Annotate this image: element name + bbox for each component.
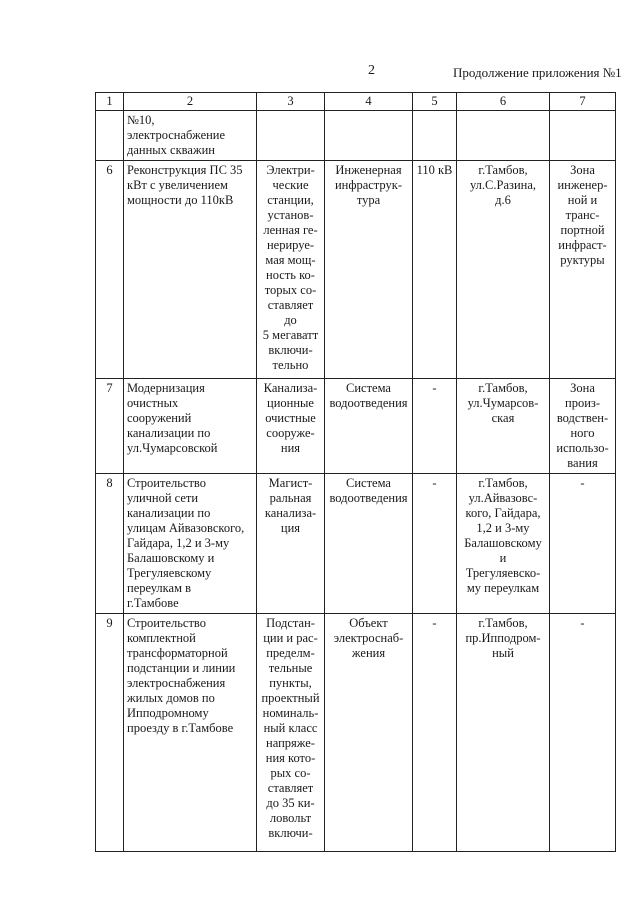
cell-text-line: ставляет (267, 298, 314, 312)
cell-text-line: пункты, (269, 676, 312, 690)
object-location-cell (457, 111, 550, 161)
object-name-cell (124, 161, 257, 379)
object-type-cell (257, 111, 325, 161)
cell-text-line: мая мощ- (265, 253, 316, 267)
column-number: 5 (413, 93, 457, 111)
object-purpose-cell (325, 474, 413, 614)
cell-text-line: 8 (106, 476, 113, 490)
header-row (96, 93, 616, 111)
cell-text-line: инфраструк- (334, 178, 402, 192)
cell-text-line: до 35 ки- (266, 796, 315, 810)
cell-text-line: - (432, 616, 437, 630)
cell-text-line: Балашовскому и (127, 551, 215, 565)
row-number-cell (96, 161, 124, 379)
object-characteristics-cell (413, 614, 457, 852)
cell-text-line: ул.Айвазовс- (468, 491, 538, 505)
cell-text-line: переулкам в (127, 581, 192, 595)
cell-text-line: - (432, 476, 437, 490)
cell-text-line: г.Тамбов, (478, 163, 528, 177)
cell-text-line: до (284, 313, 297, 327)
cell-text-line: пределм- (266, 646, 315, 660)
cell-text-line: Трегуляевско- (465, 566, 541, 580)
cell-text-line: - (580, 616, 585, 630)
cell-text-line: напряже- (266, 736, 315, 750)
cell-text-line: нерируе- (266, 238, 315, 252)
cell-text-line: руктуры (560, 253, 605, 267)
object-location-cell (457, 614, 550, 852)
cell-text-line: водоотведения (329, 396, 408, 410)
cell-text-line: рых со- (270, 766, 311, 780)
cell-text-line: ный класс (263, 721, 318, 735)
cell-text-line: пр.Ипподром- (465, 631, 541, 645)
object-type-cell (257, 379, 325, 474)
cell-text-line: Электри- (266, 163, 315, 177)
table-row (96, 474, 616, 614)
object-characteristics-cell (413, 161, 457, 379)
column-number: 4 (325, 93, 413, 111)
cell-text-line: ральная (269, 491, 312, 505)
page-number: 2 (368, 63, 375, 78)
cell-text-line: подстанции и линии (127, 661, 236, 675)
object-name-cell (124, 474, 257, 614)
cell-text-line: водоотведения (329, 491, 408, 505)
object-type-cell (257, 614, 325, 852)
cell-text-line: ность ко- (266, 268, 315, 282)
cell-text-line: Подстан- (266, 616, 315, 630)
cell-text-line: водствен- (556, 411, 609, 425)
cell-text-line: сооруже- (266, 426, 315, 440)
row-number-cell (96, 379, 124, 474)
cell-text-line: и (499, 551, 507, 565)
object-location-cell (457, 379, 550, 474)
table-row (96, 614, 616, 852)
zone-type-cell (550, 161, 616, 379)
object-characteristics-cell (413, 474, 457, 614)
cell-text-line: инфраст- (558, 238, 607, 252)
cell-text-line: 110 кВ (416, 163, 453, 177)
cell-text-line: торых со- (264, 283, 317, 297)
cell-text-line: уличной сети (127, 491, 199, 505)
table-row (96, 161, 616, 379)
cell-text-line: - (580, 476, 585, 490)
cell-text-line: данных скважин (127, 143, 215, 157)
cell-text-line: номиналь- (262, 706, 319, 720)
table-row (96, 379, 616, 474)
cell-text-line: Система (346, 476, 391, 490)
cell-text-line: электроснаб- (333, 631, 404, 645)
cell-text-line: ния (280, 441, 301, 455)
cell-text-line: ния кото- (265, 751, 316, 765)
column-number: 1 (96, 93, 124, 111)
object-name-cell (124, 379, 257, 474)
object-location-cell (457, 161, 550, 379)
cell-text-line: - (432, 381, 437, 395)
cell-text-line: тельные (268, 661, 313, 675)
object-name-cell (124, 614, 257, 852)
cell-text-line: включи- (268, 343, 313, 357)
column-number: 7 (550, 93, 616, 111)
column-number: 6 (457, 93, 550, 111)
cell-text-line: ул.Чумарсовской (127, 441, 218, 455)
cell-text-line: д.6 (495, 193, 511, 207)
column-number: 2 (124, 93, 257, 111)
cell-text-line: Трегуляевскому (127, 566, 212, 580)
cell-text-line: Инженерная (335, 163, 402, 177)
cell-text-line: тура (356, 193, 381, 207)
object-type-cell (257, 161, 325, 379)
cell-text-line: трансформаторной (127, 646, 228, 660)
cell-text-line: электроснабжение (127, 128, 226, 142)
cell-text-line: ции и рас- (263, 631, 318, 645)
cell-text-line: ставляет (267, 781, 314, 795)
object-characteristics-cell (413, 379, 457, 474)
cell-text-line: комплектной (127, 631, 196, 645)
cell-text-line: Строительство (127, 476, 207, 490)
row-number-cell (96, 614, 124, 852)
cell-text-line: г.Тамбове (127, 596, 179, 610)
cell-text-line: кого, Гайдара, (465, 506, 541, 520)
object-purpose-cell (325, 614, 413, 852)
cell-text-line: Система (346, 381, 391, 395)
cell-text-line: Балашовскому (464, 536, 542, 550)
cell-text-line: очистных (127, 396, 179, 410)
cell-text-line: очистные (265, 411, 316, 425)
cell-text-line: г.Тамбов, (478, 616, 528, 630)
cell-text-line: Объект (349, 616, 388, 630)
cell-text-line: ловольт (269, 811, 312, 825)
cell-text-line: ческие (272, 178, 309, 192)
cell-text-line: Зона (570, 381, 595, 395)
cell-text-line: Магист- (268, 476, 313, 490)
zone-type-cell (550, 474, 616, 614)
cell-text-line: тельно (272, 358, 309, 372)
cell-text-line: произ- (565, 396, 600, 410)
cell-text-line: канализации по (127, 506, 211, 520)
cell-text-line: ной и (567, 193, 598, 207)
cell-text-line: проектный (261, 691, 320, 705)
cell-text-line: Гайдара, 1,2 и 3-му (127, 536, 230, 550)
cell-text-line: Ипподромному (127, 706, 209, 720)
cell-text-line: канализа- (264, 506, 317, 520)
cell-text-line: мощности до 110кВ (127, 193, 234, 207)
cell-text-line: 5 мегаватт (262, 328, 319, 342)
cell-text-line: ция (280, 521, 301, 535)
cell-text-line: проезду в г.Тамбове (127, 721, 234, 735)
cell-text-line: установ- (267, 208, 314, 222)
cell-text-line: Строительство (127, 616, 207, 630)
object-type-cell (257, 474, 325, 614)
cell-text-line: г.Тамбов, (478, 476, 528, 490)
cell-text-line: Модернизация (127, 381, 205, 395)
zone-type-cell (550, 379, 616, 474)
object-characteristics-cell (413, 111, 457, 161)
zone-type-cell (550, 614, 616, 852)
object-purpose-cell (325, 161, 413, 379)
cell-text-line: Реконструкция ПС 35 (127, 163, 243, 177)
cell-text-line: вания (567, 456, 598, 470)
cell-text-line: использо- (556, 441, 609, 455)
table-row (96, 111, 616, 161)
cell-text-line: Зона (570, 163, 595, 177)
object-location-cell (457, 474, 550, 614)
cell-text-line: портной (560, 223, 605, 237)
cell-text-line: Канализа- (263, 381, 318, 395)
cell-text-line: инженер- (557, 178, 608, 192)
cell-text-line: ская (491, 411, 515, 425)
cell-text-line: ул.Чумарсов- (467, 396, 539, 410)
cell-text-line: ный (492, 646, 514, 660)
document-table (95, 92, 616, 852)
row-number-cell (96, 111, 124, 161)
cell-text-line: ленная ге- (263, 223, 318, 237)
cell-text-line: 6 (106, 163, 113, 177)
row-number-cell (96, 474, 124, 614)
cell-text-line: жения (351, 646, 386, 660)
column-number: 3 (257, 93, 325, 111)
cell-text-line: ного (570, 426, 595, 440)
cell-text-line: улицам Айвазовского, (127, 521, 245, 535)
cell-text-line: электроснабжения (127, 676, 226, 690)
continuation-title: Продолжение приложения №1 (453, 65, 622, 80)
cell-text-line: 7 (106, 381, 113, 395)
object-purpose-cell (325, 111, 413, 161)
object-purpose-cell (325, 379, 413, 474)
cell-text-line: 1,2 и 3-му (476, 521, 530, 535)
cell-text-line: включи- (268, 826, 313, 840)
object-name-cell (124, 111, 257, 161)
cell-text-line: №10, (127, 113, 155, 127)
cell-text-line: жилых домов по (127, 691, 215, 705)
cell-text-line: ул.С.Разина, (469, 178, 536, 192)
zone-type-cell (550, 111, 616, 161)
cell-text-line: кВт с увеличением (127, 178, 228, 192)
cell-text-line: 9 (106, 616, 113, 630)
cell-text-line: транс- (565, 208, 600, 222)
cell-text-line: ционные (267, 396, 314, 410)
cell-text-line: канализации по (127, 426, 211, 440)
cell-text-line: станции, (267, 193, 314, 207)
cell-text-line: г.Тамбов, (478, 381, 528, 395)
cell-text-line: му переулкам (466, 581, 540, 595)
cell-text-line: сооружений (127, 411, 192, 425)
